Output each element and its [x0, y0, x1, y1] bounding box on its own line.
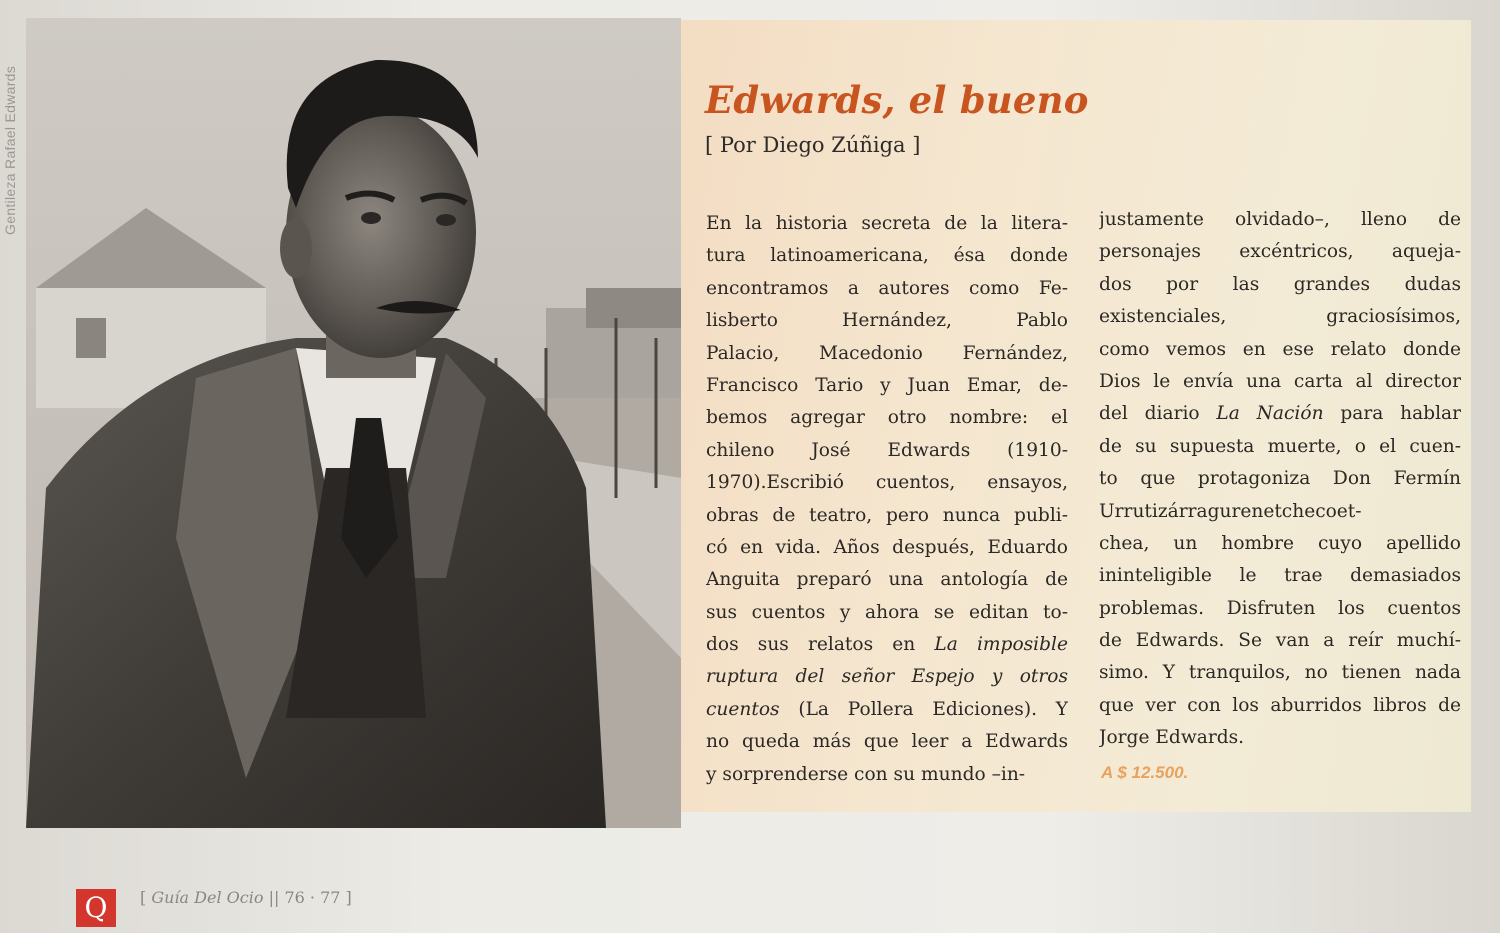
- text-line: [706, 240, 1068, 272]
- body-text: dos sus relatos en: [706, 634, 935, 656]
- text-line: [1099, 269, 1461, 301]
- text-line: [706, 661, 1068, 693]
- text-line: [1099, 593, 1461, 625]
- italic-text: La imposible: [934, 634, 1068, 656]
- italic-text: La Nación: [1216, 403, 1324, 425]
- body-text: Urrutizárragurenetchecoet-: [1099, 500, 1362, 522]
- body-text: existenciales, graciosísimos,: [1099, 306, 1461, 328]
- text-line: [1099, 236, 1461, 268]
- folio-open-bracket: [: [140, 888, 147, 907]
- text-line: [706, 564, 1068, 596]
- body-text: Palacio, Macedonio Fernández,: [706, 342, 1068, 364]
- article-byline: [ Por Diego Zúñiga ]: [705, 133, 921, 157]
- text-line: [706, 500, 1068, 532]
- author-photo: [26, 18, 681, 828]
- body-text: to que protagoniza Don Fermín: [1099, 468, 1461, 490]
- body-text: ininteligible le trae demasiados: [1099, 565, 1461, 587]
- body-text: tura latinoamericana, ésa donde: [706, 245, 1068, 267]
- page-footer: [76, 885, 476, 925]
- body-text: lisberto Hernández, Pablo: [706, 310, 1068, 332]
- body-text: no queda más que leer a Edwards: [706, 731, 1068, 753]
- body-text: Dios le envía una carta al director: [1099, 370, 1461, 392]
- article-title: Edwards, el bueno: [705, 78, 1089, 122]
- text-line: [706, 402, 1068, 434]
- body-text: sus cuentos y ahora se editan to-: [706, 601, 1068, 623]
- text-line: [706, 726, 1068, 758]
- body-text: (La Pollera Ediciones). Y: [779, 698, 1068, 720]
- italic-text: cuentos: [706, 698, 780, 720]
- text-line: [706, 629, 1068, 661]
- folio-close-bracket: ]: [345, 888, 352, 907]
- text-line: [1099, 301, 1461, 333]
- body-text: En la historia secreta de la litera-: [706, 213, 1068, 234]
- page-numbers: 76 · 77: [284, 888, 341, 907]
- text-line: [706, 370, 1068, 402]
- text-line: [706, 208, 1068, 240]
- body-text: chileno José Edwards (1910-: [706, 439, 1068, 461]
- folio: [140, 888, 352, 907]
- body-text: obras de teatro, pero nunca publi-: [706, 504, 1068, 526]
- italic-text: ruptura del señor Espejo y otros: [706, 666, 1068, 688]
- body-text: que ver con los aburridos libros de: [1099, 694, 1461, 716]
- text-line: [1099, 560, 1461, 592]
- text-line: [706, 532, 1068, 564]
- body-text: encontramos a autores como Fe-: [706, 277, 1068, 299]
- body-text: de Edwards. Se van a reír muchí-: [1099, 630, 1461, 652]
- text-line: [1099, 528, 1461, 560]
- body-text: como vemos en ese relato donde: [1099, 338, 1461, 360]
- body-text: del diario: [1099, 403, 1217, 425]
- text-line: [706, 305, 1068, 337]
- folio-separator: ||: [268, 888, 280, 907]
- text-line: [1099, 722, 1461, 754]
- body-text: dos por las grandes dudas: [1099, 273, 1461, 295]
- price-tag: A $ 12.500.: [1101, 763, 1189, 782]
- text-line: [706, 467, 1068, 499]
- body-text: Anguita preparó una antología de: [706, 569, 1068, 591]
- body-text: personajes excéntricos, aqueja-: [1099, 241, 1461, 263]
- text-line: [706, 597, 1068, 629]
- text-line: [1099, 496, 1461, 528]
- body-text: de su supuesta muerte, o el cuen-: [1099, 435, 1461, 457]
- text-line: [1099, 625, 1461, 657]
- text-line: [1099, 690, 1461, 722]
- text-line: [706, 435, 1068, 467]
- article-column-left: [706, 208, 1068, 791]
- text-line: [1099, 431, 1461, 463]
- text-line: [1099, 398, 1461, 430]
- article-column-right: [1099, 204, 1461, 755]
- magazine-name: Guía Del Ocio: [151, 888, 264, 907]
- body-text: simo. Y tranquilos, no tienen nada: [1099, 662, 1461, 684]
- body-text: có en vida. Años después, Eduardo: [706, 536, 1068, 558]
- body-text: justamente olvidado–, lleno de: [1099, 209, 1461, 230]
- body-text: para hablar: [1323, 403, 1461, 425]
- photo-credit: Gentileza Rafael Edwards: [2, 65, 18, 235]
- body-text: 1970).Escribió cuentos, ensayos,: [706, 472, 1068, 494]
- text-line: [1099, 463, 1461, 495]
- text-line: [706, 759, 1068, 791]
- text-line: [706, 338, 1068, 370]
- body-text: y sorprenderse con su mundo –in-: [706, 763, 1026, 785]
- text-line: [706, 694, 1068, 726]
- text-line: [1099, 204, 1461, 236]
- body-text: Jorge Edwards.: [1099, 727, 1245, 749]
- body-text: bemos agregar otro nombre: el: [706, 407, 1068, 429]
- text-line: [706, 273, 1068, 305]
- text-line: [1099, 366, 1461, 398]
- body-text: problemas. Disfruten los cuentos: [1099, 597, 1461, 619]
- body-text: Francisco Tario y Juan Emar, de-: [706, 374, 1068, 396]
- text-line: [1099, 657, 1461, 689]
- text-line: [1099, 334, 1461, 366]
- body-text: chea, un hombre cuyo apellido: [1099, 532, 1461, 554]
- q-logo-icon: Q: [76, 889, 116, 927]
